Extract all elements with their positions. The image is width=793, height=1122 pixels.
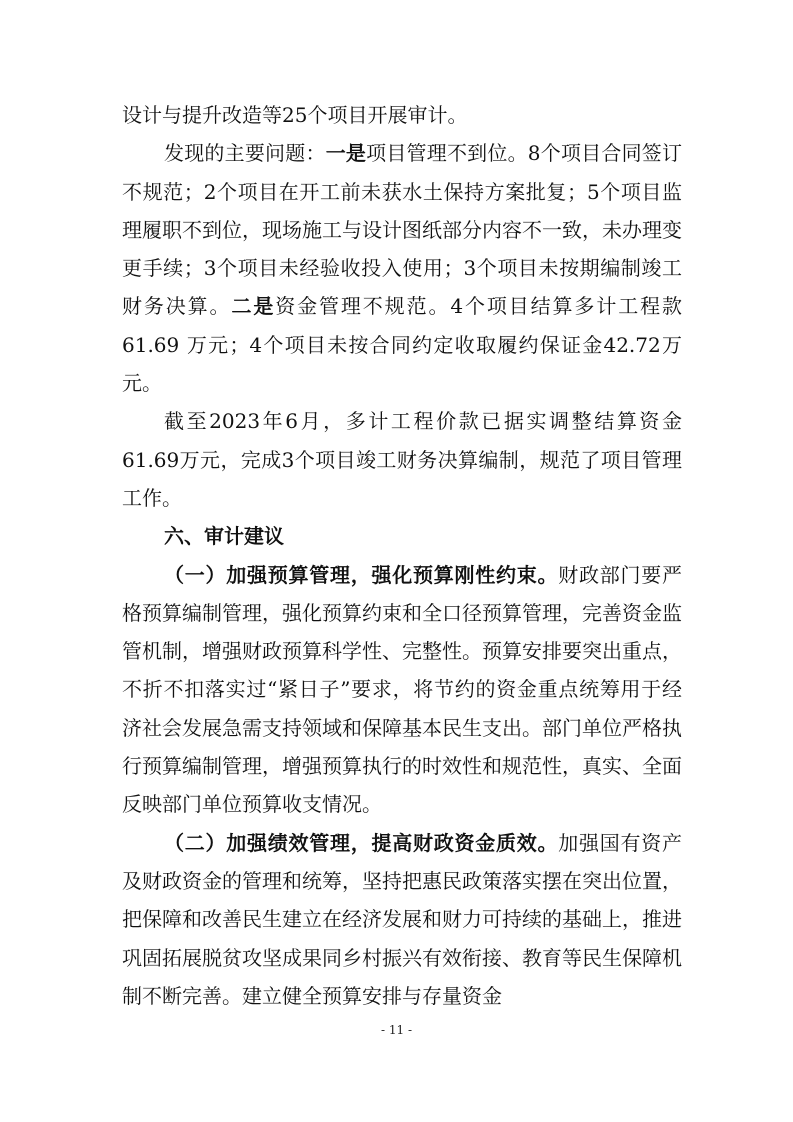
suggestion-heading: （二）加强绩效管理，提高财政资金质效。 [164,830,559,855]
paragraph-audit-scope [122,96,682,134]
page-number: - 11 - [380,1023,412,1037]
suggestion-heading: （一）加强预算管理，强化预算刚性约束。 [164,562,559,587]
paragraph-text: 截至2023年6月，多计工程价款已据实调整结算资金61.69万元，完成3个项目竣工财务决算编制，规范了项目管理工作。 [122,409,682,510]
paragraph-rectification [122,402,682,517]
section-heading: 六、审计建议 [164,524,284,549]
issue-text-first: 项目管理不到位。8个项目合同签订不规范；2个项目在开工前未获水土保持方案批复；5个项目监理履职不到位，现场施工与设计图纸部分内容不一致，未办理变更手续；3个项目未经验收投入使用；3个项目未按期编制竣工财务决算。 [122,141,682,319]
issues-lead: 发现的主要问题： [164,141,326,166]
issue-label-first: 一是 [325,141,367,166]
paragraph-main-issues [122,134,682,402]
paragraph-text: 设计与提升改造等25个项目开展审计。 [122,103,468,127]
issue-label-second: 二是 [231,294,276,319]
suggestion-budget-management [122,556,682,824]
document-body [122,96,682,1015]
suggestion-text: 加强国有资产及财政资金的管理和统筹，坚持把惠民政策落实摆在突出位置，把保障和改善民生建立在经济发展和财力可持续的基础上，推进巩固拓展脱贫攻坚成果同乡村振兴有效衔接、教育等民生保障机制不断完善。建立健全预算安排与存量资金 [122,830,682,1008]
issue-text-second: 资金管理不规范。4个项目结算多计工程款61.69 万元；4个项目未按合同约定收取履约保证金42.72万元。 [122,294,682,396]
suggestion-performance-management [122,824,682,1015]
suggestion-text: 财政部门要严格预算编制管理，强化预算约束和全口径预算管理，完善资金监管机制，增强财政预算科学性、完整性。预算安排要突出重点，不折不扣落实过“紧日子”要求，将节约的资金重点统筹用于经济社会发展急需支持领域和保障基本民生支出。部门单位严格执行预算编制管理，增强预算执行的时效性和规范性，真实、全面反映部门单位预算收支情况。 [122,562,682,817]
